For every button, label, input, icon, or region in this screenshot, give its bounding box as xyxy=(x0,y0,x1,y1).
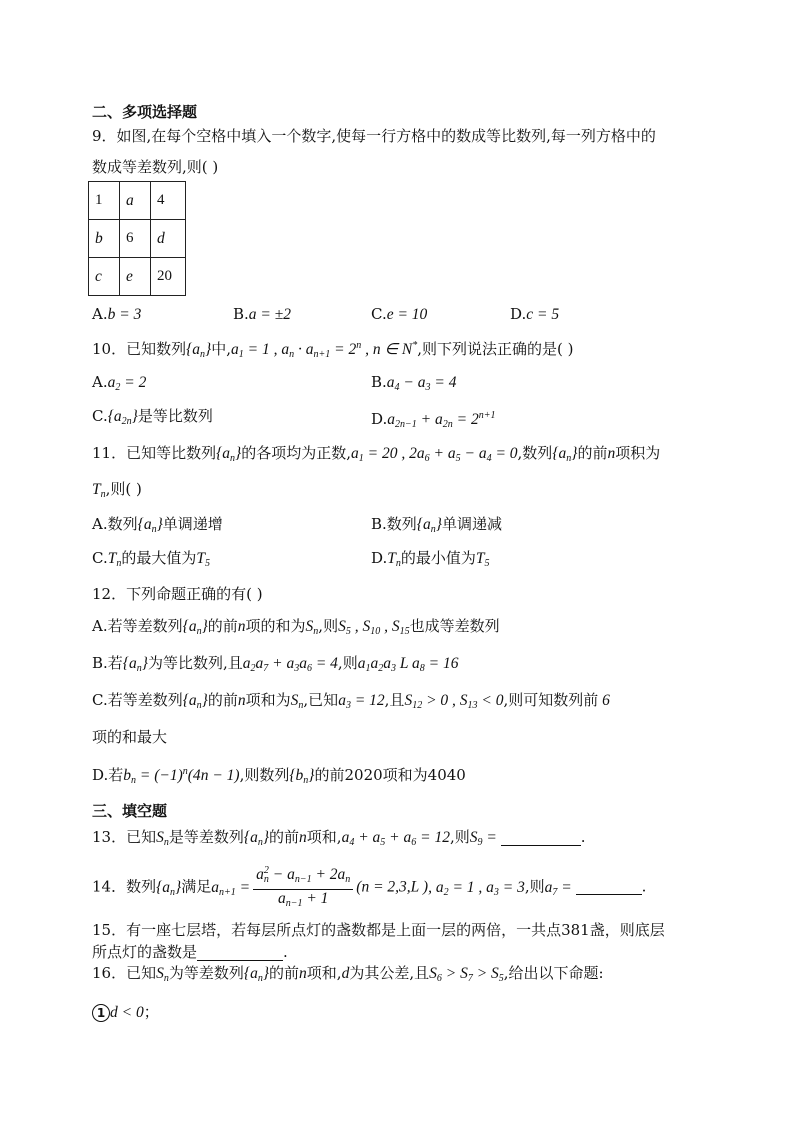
q14-answer-blank[interactable] xyxy=(576,880,642,895)
q10-option-d[interactable]: $D.a_{2n-1} + a_{2n} = 2^{n+1}$ xyxy=(371,410,496,430)
q9-option-b[interactable]: B.a = ±2 xyxy=(233,305,292,323)
q12-option-b[interactable]: B.若$\{a_n\}$为等比数列,且$a_2a_7 + a_3a_6 = 4$,则$a_1a_2a_3$ L $a_8 = 16$ xyxy=(92,654,459,674)
q11-option-b[interactable]: B.数列$\{a_n\}$单调递减 xyxy=(371,515,502,535)
grid-cell: 6 xyxy=(120,220,151,258)
q13-stem: 13．已知$S_n$是等差数列$\{a_n\}$的前n项和$,a_4 + a_5 + a_6 = 12$,则$S_9$ = . xyxy=(92,828,586,848)
q9-option-c[interactable]: C.e = 10 xyxy=(371,305,428,323)
circled-number: 1 xyxy=(92,1004,110,1022)
q9-number-grid xyxy=(88,181,186,296)
q14-fraction: $\frac{a_n^2 - a_{n-1} + 2a_n}{a_{n-1} + 1}$ xyxy=(253,862,353,913)
q11-stem-line2: $T_n$,则( ) xyxy=(92,480,142,500)
grid-cell: d xyxy=(151,220,186,258)
q16-stem: 16．已知$S_n$为等差数列$\{a_n\}$的前n项和,d为其公差,且$S_6 > S_7 > S_5$,给出以下命题: xyxy=(92,964,604,984)
q12-option-c-line1[interactable]: C.若等差数列$\{a_n\}$的前n项和为$S_n$,已知$a_3 = 12$,且$S_{12} > 0$ , $S_{13} < 0$,则可知数列前 6 xyxy=(92,691,610,711)
q9-option-a[interactable]: A.b = 3 xyxy=(92,305,142,323)
q14-stem: 14．数列$\{a_n\}$满足$a_{n+1}$ = $\frac{a_n^2 - a_{n-1} + 2a_n}{a_{n-1} + 1}$ (n = 2,3,L ), $a_2 = 1$ , $a_3 = 3$,则$a_7$ = . xyxy=(92,862,646,914)
q9-stem-line2: 数成等差数列,则( ) xyxy=(92,158,219,176)
q9-stem-line1: 9．如图,在每个空格中填入一个数字,使每一行方格中的数成等比数列,每一列方格中的 xyxy=(92,127,656,145)
q11-option-a[interactable]: A.数列$\{a_n\}$单调递增 xyxy=(92,515,223,535)
section-heading-multiple-choice: 二、多项选择题 xyxy=(92,103,198,121)
q10-option-a[interactable]: $A.a_2 = 2$ xyxy=(92,373,147,393)
q12-option-d[interactable]: D.若$b_n = (-1)^n(4n - 1)$,则数列$\{b_n\}$的前2020项和为4040 xyxy=(92,766,466,786)
q13-answer-blank[interactable] xyxy=(501,831,581,846)
q10-option-c[interactable]: $C.\{a_{2n}\}$是等比数列 xyxy=(92,407,213,427)
grid-cell: c xyxy=(89,258,120,296)
q12-option-c-line2: 项的和最大 xyxy=(92,728,168,746)
q11-option-c[interactable]: $C.T_n$的最大值为$T_5$ xyxy=(92,549,210,569)
q16-item-1: 1 d < 0； xyxy=(92,1002,159,1023)
q11-stem-line1: 11．已知等比数列$\{a_n\}$的各项均为正数$,a_1 = 20$ , $2a_6 + a_5 - a_4 = 0$,数列$\{a_n\}$的前n项积为 xyxy=(92,444,661,464)
grid-cell: 1 xyxy=(89,182,120,220)
q10-stem: 10．已知数列$\{a_n\}$中$,a_1 = 1$ , $a_n \cdot a_{n+1} = 2^n$ , n ∈ N*,则下列说法正确的是( ) xyxy=(92,340,574,360)
q12-option-a[interactable]: A.若等差数列$\{a_n\}$的前n项的和为$S_n$,则$S_5$ , $S_{10}$ , $S_{15}$也成等差数列 xyxy=(92,617,500,637)
q12-stem: 12．下列命题正确的有( ) xyxy=(92,585,263,603)
grid-cell: 20 xyxy=(151,258,186,296)
grid-cell: 4 xyxy=(151,182,186,220)
section-heading-fill-in: 三、填空题 xyxy=(92,802,168,820)
grid-cell: e xyxy=(120,258,151,296)
q10-option-b[interactable]: $B.a_4 - a_3 = 4$ xyxy=(371,373,457,393)
grid-cell: b xyxy=(89,220,120,258)
q9-option-d[interactable]: D.c = 5 xyxy=(510,305,560,323)
q15-stem-line2: 所点灯的盏数是 . xyxy=(92,943,288,961)
q15-stem-line1: 15．有一座七层塔，若每层所点灯的盏数都是上面一层的两倍，一共点381盏，则底层 xyxy=(92,921,665,939)
q15-answer-blank[interactable] xyxy=(197,946,283,961)
q11-option-d[interactable]: $D.T_n$的最小值为$T_5$ xyxy=(371,549,490,569)
grid-cell: a xyxy=(120,182,151,220)
